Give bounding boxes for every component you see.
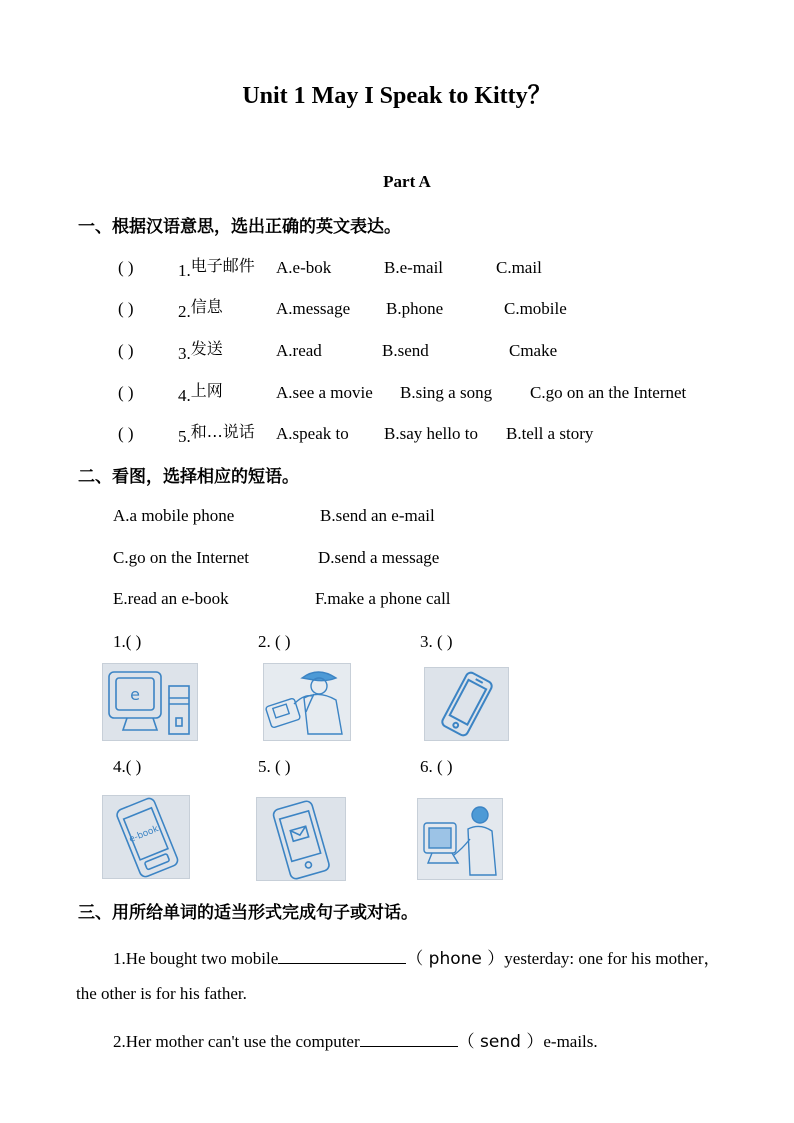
person-phone-call-icon	[263, 663, 351, 741]
ebook-phone-icon	[102, 795, 190, 879]
section1-heading: 一、根据汉语意思，选出正确的英文表达。	[78, 217, 401, 237]
q5-option-a: A.speak to	[276, 424, 349, 443]
q3-option-b: B.send	[382, 341, 429, 360]
phrase-option-b: B.send an e-mail	[320, 506, 435, 525]
q4-option-c: C.go on an the Internet	[530, 383, 687, 402]
pic2-label: 2. ( )	[258, 632, 291, 651]
page-title: Unit 1 May I Speak to Kitty？	[242, 83, 552, 109]
fill-blank-2[interactable]	[360, 1032, 458, 1047]
q3-option-a: A.read	[276, 341, 322, 360]
pic6-label: 6. ( )	[420, 757, 453, 776]
fill-question-1: 1.He bought two mobile （ phone ）yesterday: one for his mother，	[113, 949, 721, 969]
q2-option-a: A.message	[276, 299, 351, 318]
phrase-option-a: A.a mobile phone	[113, 506, 235, 525]
q1-bracket[interactable]: ( )	[118, 258, 134, 277]
pic4-bracket[interactable]: ( )	[125, 757, 142, 776]
q4-option-b: B.sing a song	[400, 383, 493, 402]
pic5-bracket[interactable]: ( )	[275, 757, 291, 776]
computer-email-icon	[102, 663, 198, 741]
message-phone-icon	[256, 797, 346, 881]
fill-question-2: 2.Her mother can't use the computer （ send ）e-mails.	[113, 1032, 598, 1052]
q3-bracket[interactable]: ( )	[118, 341, 134, 360]
q5-option-b: B.say hello to	[384, 424, 478, 443]
pic3-label: 3. ( )	[420, 632, 453, 651]
q2-option-b: B.phone	[386, 299, 444, 318]
q1-option-a: A.e-bok	[276, 258, 332, 277]
computer-screen-text: e	[130, 685, 140, 704]
q2-option-c: C.mobile	[504, 299, 567, 318]
fill-question-1-continued: the other is for his father.	[76, 984, 247, 1003]
q2-chinese: 信息	[190, 297, 223, 316]
phrase-option-d: D.send a message	[318, 548, 440, 567]
phrase-option-c: C.go on the Internet	[113, 548, 249, 567]
q3-number: 3.发送	[178, 339, 223, 363]
q3-chinese: 发送	[190, 339, 223, 358]
pic4-label: 4.( )	[113, 757, 142, 776]
q1-option-c: C.mail	[496, 258, 542, 277]
fill-blank-1[interactable]	[278, 949, 406, 964]
pic2-bracket[interactable]: ( )	[275, 632, 291, 651]
q1-number: 1.电子邮件	[178, 256, 255, 280]
ebook-screen-text: e-book	[127, 824, 161, 845]
pic1-label: 1.( )	[113, 632, 142, 651]
q4-chinese: 上网	[190, 381, 223, 400]
person-computer-icon	[417, 798, 503, 880]
part-heading: Part A	[383, 172, 431, 191]
q4-bracket[interactable]: ( )	[118, 383, 134, 402]
pic5-label: 5. ( )	[258, 757, 291, 776]
section3-heading: 三、用所给单词的适当形式完成句子或对话。	[78, 903, 418, 923]
q3-option-c: Cmake	[509, 341, 558, 360]
q2-bracket[interactable]: ( )	[118, 299, 134, 318]
phrase-option-e: E.read an e-book	[113, 589, 229, 608]
section2-heading: 二、看图，选择相应的短语。	[78, 467, 299, 487]
pic3-bracket[interactable]: ( )	[437, 632, 453, 651]
q1-chinese: 电子邮件	[190, 256, 255, 275]
mobile-phone-icon	[424, 667, 509, 741]
q2-number: 2.信息	[178, 297, 223, 321]
q1-option-b: B.e-mail	[384, 258, 444, 277]
phrase-option-f: F.make a phone call	[315, 589, 451, 608]
q5-number: 5.和…说话	[178, 422, 255, 446]
q5-option-c: B.tell a story	[506, 424, 594, 443]
pic6-bracket[interactable]: ( )	[437, 757, 453, 776]
q5-bracket[interactable]: ( )	[118, 424, 134, 443]
q4-option-a: A.see a movie	[276, 383, 373, 402]
pic1-bracket[interactable]: ( )	[125, 632, 142, 651]
q5-chinese: 和…说话	[190, 422, 255, 441]
q4-number: 4.上网	[178, 381, 223, 405]
